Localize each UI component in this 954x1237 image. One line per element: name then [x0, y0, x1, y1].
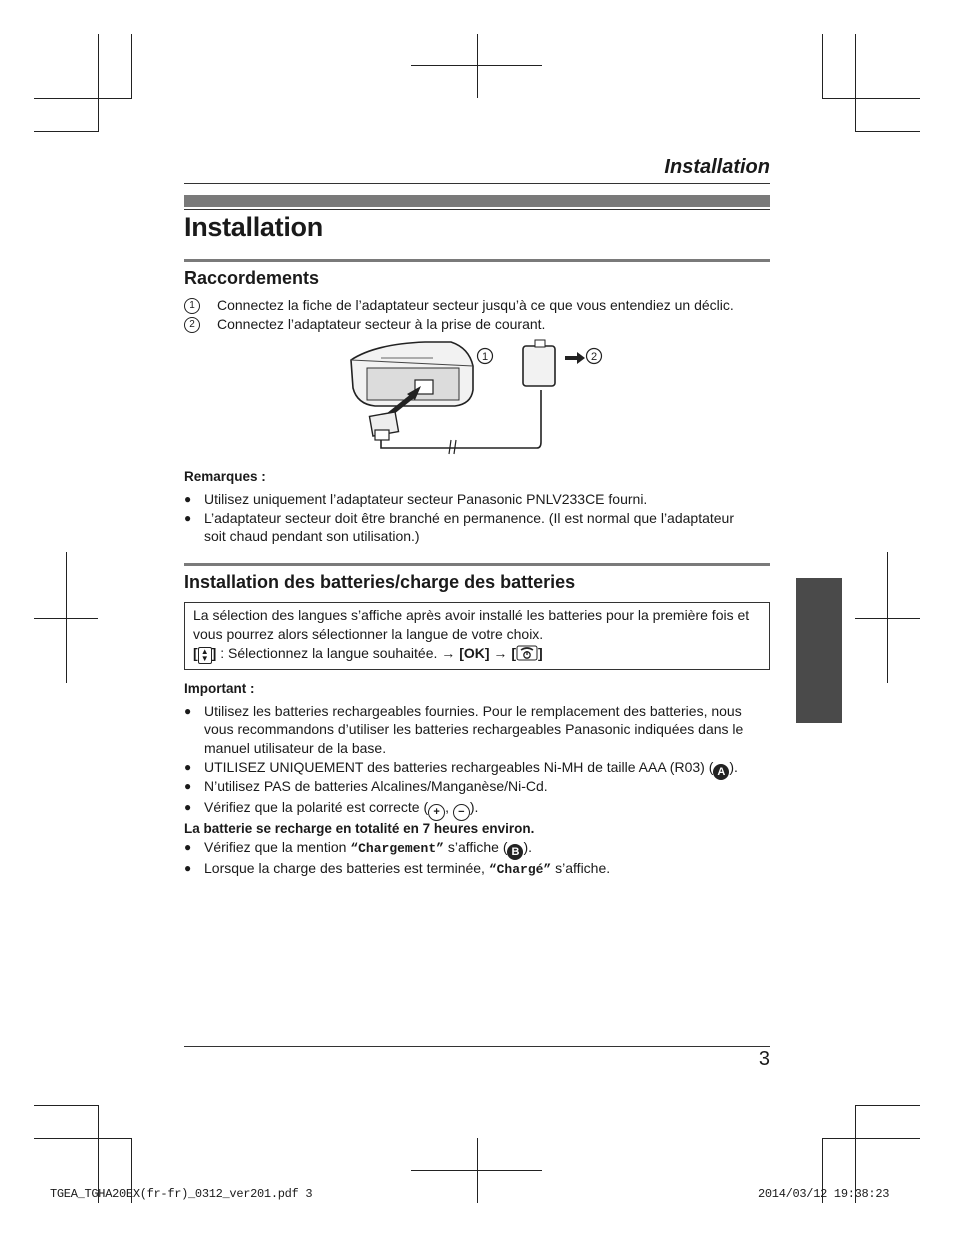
- section-side-tab: [796, 578, 842, 723]
- important-item: N’utilisez PAS de batteries Alcalines/Manganèse/Ni-Cd.: [204, 778, 548, 794]
- bullet: ●: [184, 704, 192, 718]
- plus-polarity-icon: +: [428, 804, 445, 821]
- minus-polarity-icon: −: [453, 804, 470, 821]
- page-number: 3: [758, 1048, 770, 1070]
- charge-item: Vérifiez que la mention “Chargement” s’affiche ( B ).: [204, 839, 533, 858]
- arrow-icon: →: [493, 645, 508, 661]
- battery-a-icon: A: [713, 764, 729, 780]
- step-text: Connectez la fiche de l’adaptateur secteur jusqu’à ce que vous entendiez un déclic.: [217, 297, 734, 313]
- footer-filename: TGEA_TGHA20EX(fr-fr)_0312_ver201.pdf 3: [50, 1187, 313, 1201]
- arrow-icon: →: [441, 645, 456, 661]
- important-heading: Important :: [184, 681, 255, 696]
- charge-heading: La batterie se recharge en totalité en 7 heures environ.: [184, 821, 535, 836]
- charge-item: Lorsque la charge des batteries est terminée, “Chargé” s’affiche.: [204, 860, 611, 877]
- bullet: ●: [184, 779, 192, 793]
- section-rule: [184, 563, 770, 566]
- bullet: ●: [184, 492, 192, 506]
- important-item: Utilisez les batteries rechargeables fournies. Pour le remplacement des batteries, nous: [204, 703, 742, 719]
- step-marker: 1: [184, 298, 200, 314]
- notes-heading: Remarques :: [184, 469, 266, 484]
- bullet: ●: [184, 840, 192, 854]
- box-line-keys: [ ▲ ▼ ] : Sélectionnez la langue souhaitée. → [OK] → [ ]: [193, 645, 543, 663]
- title-bar: [184, 195, 770, 207]
- footer-timestamp: 2014/03/12 19:38:23: [758, 1187, 890, 1201]
- bullet: ●: [184, 511, 192, 525]
- connection-illustration: [345, 338, 615, 456]
- svg-text:2: 2: [590, 351, 598, 363]
- off-key-icon: [516, 645, 538, 661]
- box-instruction: : Sélectionnez la langue souhaitée.: [220, 645, 438, 661]
- section-rule: [184, 259, 770, 262]
- important-item: UTILISEZ UNIQUEMENT des batteries rechargeables Ni-MH de taille AAA (R03) ( A ).: [204, 759, 738, 778]
- header-rule: [184, 183, 770, 184]
- section-heading-batteries: Installation des batteries/charge des batteries: [184, 572, 576, 592]
- up-down-key-icon: ▲ ▼: [198, 647, 212, 664]
- important-item-continued: manuel utilisateur de la base.: [204, 740, 387, 756]
- important-item: Vérifiez que la polarité est correcte ( + , − ).: [204, 798, 764, 821]
- footer-rule: [184, 1046, 770, 1047]
- bullet: ●: [184, 760, 192, 774]
- running-header: Installation: [664, 156, 770, 178]
- note-item: Utilisez uniquement l’adaptateur secteur Panasonic PNLV233CE fourni.: [204, 491, 648, 507]
- section-heading-connections: Raccordements: [184, 268, 320, 288]
- battery-b-icon: B: [507, 844, 523, 860]
- note-item: L’adaptateur secteur doit être branché en permanence. (Il est normal que l’adaptateur: [204, 510, 734, 526]
- box-line: vous pourrez alors sélectionner la langue de votre choix.: [193, 626, 544, 642]
- language-selection-box: [184, 602, 770, 670]
- ok-key: OK: [463, 645, 485, 661]
- page-title: Installation: [184, 212, 323, 242]
- bullet: ●: [184, 861, 192, 875]
- note-item-continued: soit chaud pendant son utilisation.): [204, 528, 420, 544]
- step-marker: 2: [184, 317, 200, 333]
- svg-text:1: 1: [481, 351, 489, 363]
- box-line: La sélection des langues s’affiche après avoir installé les batteries pour la première fois et: [193, 607, 750, 623]
- bullet: ●: [184, 800, 192, 814]
- important-item-continued: vous recommandons d’utiliser les batteries rechargeables Panasonic indiquées dans le: [204, 721, 744, 737]
- title-rule: [184, 209, 770, 210]
- step-text: Connectez l’adaptateur secteur à la prise de courant.: [217, 316, 546, 332]
